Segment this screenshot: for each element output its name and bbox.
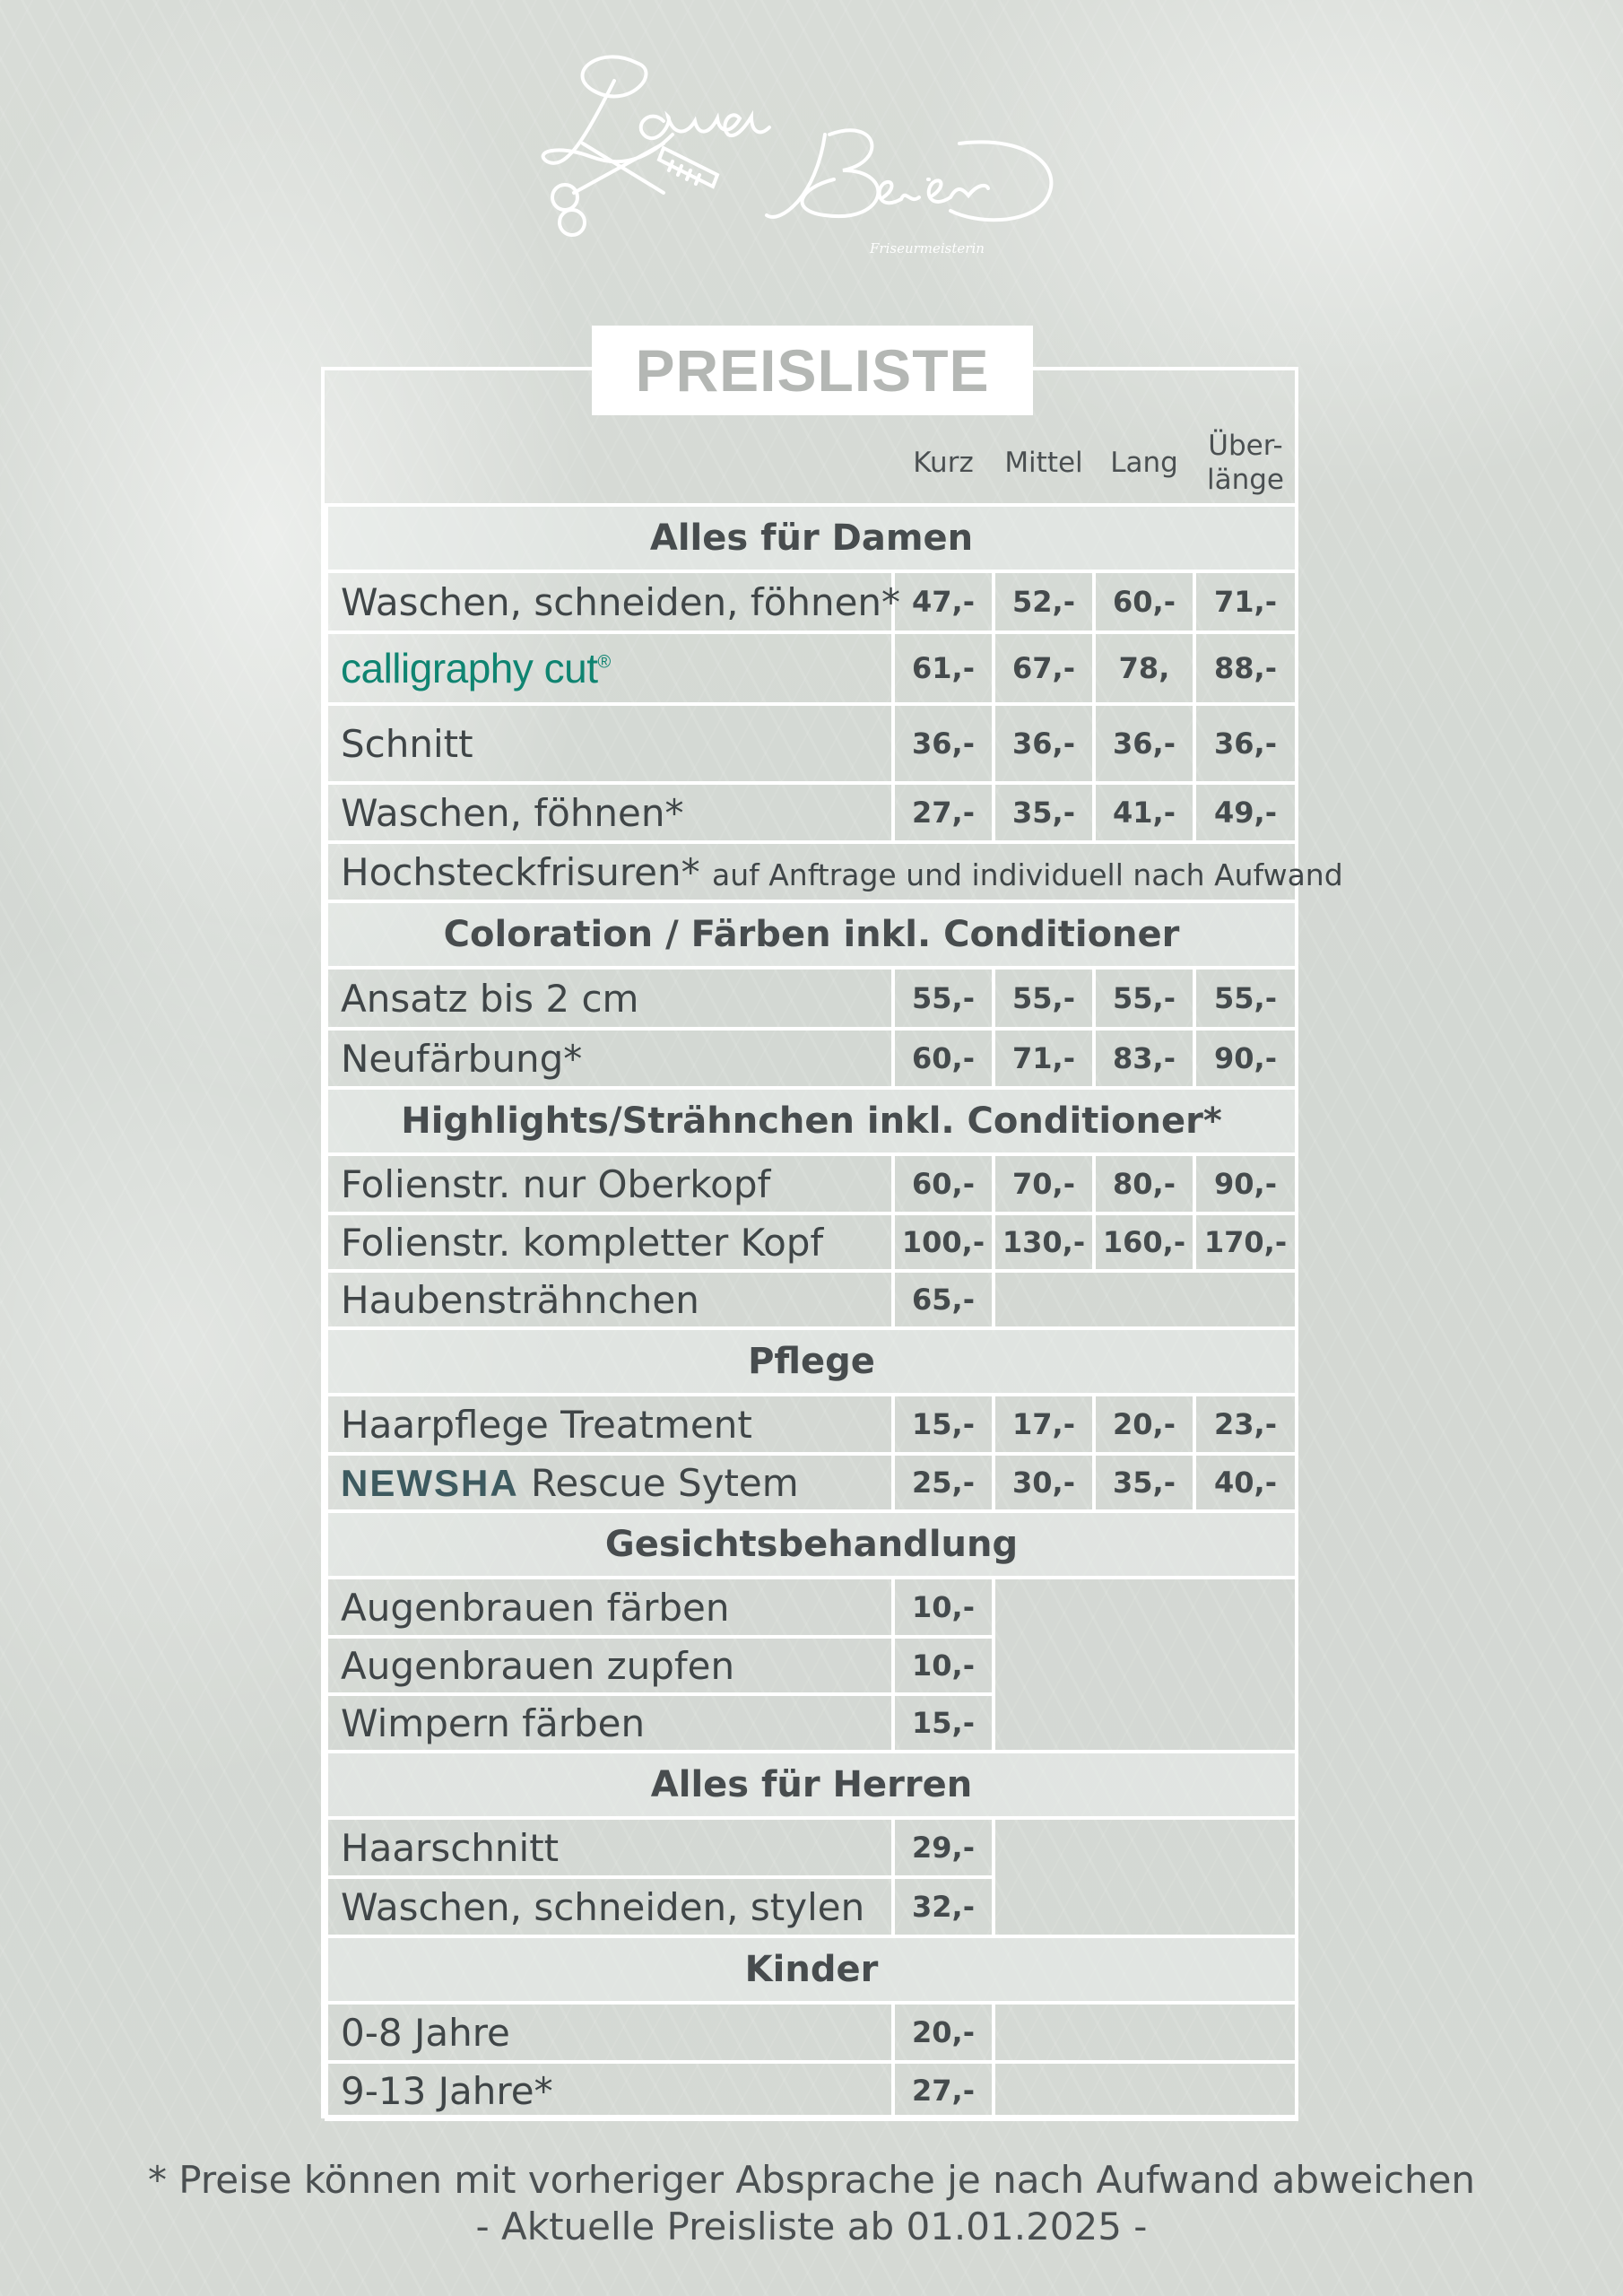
section-title: Pflege: [326, 1328, 1297, 1395]
service-label: 0-8 Jahre: [326, 2003, 893, 2062]
footnote-disclaimer: * Preise können mit vorheriger Absprache je nach Aufwand abweichen: [147, 2158, 1476, 2202]
table-row: [326, 1818, 1297, 1877]
table-row: [326, 783, 1297, 842]
section-header-row: [326, 1328, 1297, 1395]
service-label: Wimpern färben: [326, 1694, 893, 1752]
price-cell: 36,-: [1094, 704, 1194, 783]
service-label: Waschen, föhnen*: [326, 783, 893, 842]
service-label: Ansatz bis 2 cm: [326, 968, 893, 1029]
price-cell: 20,-: [1094, 1395, 1194, 1454]
price-cell: 60,-: [893, 1029, 994, 1088]
price-table: [325, 415, 1343, 2121]
section-title: Coloration / Färben inkl. Conditioner: [326, 901, 1297, 968]
service-label: Augenbrauen zupfen: [326, 1637, 893, 1694]
newsha-row-label: [326, 1454, 893, 1511]
price-cell: 17,-: [994, 1395, 1094, 1454]
table-row: [326, 1271, 1297, 1328]
price-cell: 55,-: [893, 968, 994, 1029]
price-cell: 47,-: [893, 571, 994, 632]
price-cell: 160,-: [1094, 1213, 1194, 1271]
section-header-row: [326, 1936, 1297, 2003]
price-cell: 41,-: [1094, 783, 1194, 842]
price-cell: 35,-: [1094, 1454, 1194, 1511]
table-row: [326, 1395, 1297, 1454]
price-cell: 35,-: [994, 783, 1094, 842]
table-row: [326, 842, 1297, 901]
table-row: [326, 1213, 1297, 1271]
price-cell: 71,-: [1194, 571, 1297, 632]
price-cell: 15,-: [893, 1395, 994, 1454]
col-header-ueberlaenge: Über- länge: [1206, 430, 1284, 496]
empty-cell: [994, 1578, 1297, 1752]
section-title: Alles für Damen: [326, 505, 1297, 571]
price-cell: 83,-: [1094, 1029, 1194, 1088]
header-spacer: [326, 415, 893, 505]
price-cell: 78,: [1094, 632, 1194, 704]
price-cell: 10,-: [893, 1578, 994, 1637]
price-cell: 23,-: [1194, 1395, 1297, 1454]
table-row: [326, 2003, 1297, 2062]
price-cell: 67,-: [994, 632, 1094, 704]
service-label: Hochsteckfrisuren*: [341, 849, 700, 894]
price-cell: 55,-: [1194, 968, 1297, 1029]
service-label: Neufärbung*: [326, 1029, 893, 1088]
price-cell: 30,-: [994, 1454, 1094, 1511]
price-cell: 61,-: [893, 632, 994, 704]
price-cell: 15,-: [893, 1694, 994, 1752]
footnote-valid-date: - Aktuelle Preisliste ab 01.01.2025 -: [475, 2205, 1148, 2248]
table-row: [326, 632, 1297, 704]
empty-cell: [994, 1271, 1297, 1328]
service-label: 9-13 Jahre*: [326, 2062, 893, 2119]
price-cell: 20,-: [893, 2003, 994, 2062]
price-cell: 40,-: [1194, 1454, 1297, 1511]
price-cell: 25,-: [893, 1454, 994, 1511]
table-row: [326, 571, 1297, 632]
price-cell: 36,-: [994, 704, 1094, 783]
calligraphy-cut-label: [326, 632, 893, 704]
price-cell: 49,-: [1194, 783, 1297, 842]
price-cell: 32,-: [893, 1877, 994, 1936]
price-cell: 36,-: [1194, 704, 1297, 783]
price-cell: 60,-: [1094, 571, 1194, 632]
price-cell: 29,-: [893, 1818, 994, 1877]
col-header-mittel: Mittel: [1004, 447, 1083, 479]
logo-script-graphic: [529, 36, 1103, 278]
section-header-row: [326, 505, 1297, 571]
price-cell: 90,-: [1194, 1029, 1297, 1088]
table-row: [326, 704, 1297, 783]
section-header-row: [326, 901, 1297, 968]
empty-cell: [994, 1818, 1297, 1936]
table-row: [326, 968, 1297, 1029]
empty-cell: [994, 2062, 1297, 2119]
service-label: Haubensträhnchen: [326, 1271, 893, 1328]
price-cell: 36,-: [893, 704, 994, 783]
price-cell: 10,-: [893, 1637, 994, 1694]
table-row: [326, 1578, 1297, 1637]
service-label: Waschen, schneiden, föhnen*: [326, 571, 893, 632]
price-cell: 71,-: [994, 1029, 1094, 1088]
section-title: Kinder: [326, 1936, 1297, 2003]
salon-logo: [529, 36, 1103, 278]
price-cell: 170,-: [1194, 1213, 1297, 1271]
service-label: Waschen, schneiden, stylen: [326, 1877, 893, 1936]
service-label: Schnitt: [326, 704, 893, 783]
service-note: auf Anftrage und individuell nach Aufwand: [711, 857, 1343, 892]
price-cell: 52,-: [994, 571, 1094, 632]
newsha-brand: NEWSHA: [341, 1461, 519, 1504]
section-header-row: [326, 1511, 1297, 1578]
section-header-row: [326, 1088, 1297, 1154]
section-title: Alles für Herren: [326, 1752, 1297, 1818]
price-cell: 130,-: [994, 1213, 1094, 1271]
page-title: PREISLISTE: [635, 337, 990, 404]
price-cell: 90,-: [1194, 1154, 1297, 1213]
price-cell: 60,-: [893, 1154, 994, 1213]
price-cell: 80,-: [1094, 1154, 1194, 1213]
price-cell: 100,-: [893, 1213, 994, 1271]
section-header-row: [326, 1752, 1297, 1818]
service-label: Folienstr. nur Oberkopf: [326, 1154, 893, 1213]
calligraphy-cut-text: calligraphy cut: [341, 645, 598, 691]
empty-cell: [994, 2003, 1297, 2062]
table-row: [326, 1454, 1297, 1511]
logo-subtitle: Friseurmeisterin: [870, 240, 985, 257]
title-box: [592, 326, 1033, 415]
price-cell: 55,-: [994, 968, 1094, 1029]
service-label: Rescue Sytem: [531, 1460, 799, 1505]
service-label: Folienstr. kompletter Kopf: [326, 1213, 893, 1271]
price-cell: 88,-: [1194, 632, 1297, 704]
registered-mark: ®: [597, 652, 611, 673]
section-title: Highlights/Strähnchen inkl. Conditioner*: [326, 1088, 1297, 1154]
price-cell: 55,-: [1094, 968, 1194, 1029]
service-label: Haarschnitt: [326, 1818, 893, 1877]
table-row: [326, 1154, 1297, 1213]
price-cell: 27,-: [893, 783, 994, 842]
column-header-row: [326, 415, 1297, 505]
table-row: [326, 2062, 1297, 2119]
price-cell: 27,-: [893, 2062, 994, 2119]
price-cell: 65,-: [893, 1271, 994, 1328]
table-row: [326, 1029, 1297, 1088]
service-label: Haarpflege Treatment: [326, 1395, 893, 1454]
col-header-kurz: Kurz: [913, 447, 974, 479]
section-title: Gesichtsbehandlung: [326, 1511, 1297, 1578]
service-label: Augenbrauen färben: [326, 1578, 893, 1637]
col-header-lang: Lang: [1110, 447, 1178, 479]
price-cell: 70,-: [994, 1154, 1094, 1213]
updo-row: [326, 842, 1343, 901]
